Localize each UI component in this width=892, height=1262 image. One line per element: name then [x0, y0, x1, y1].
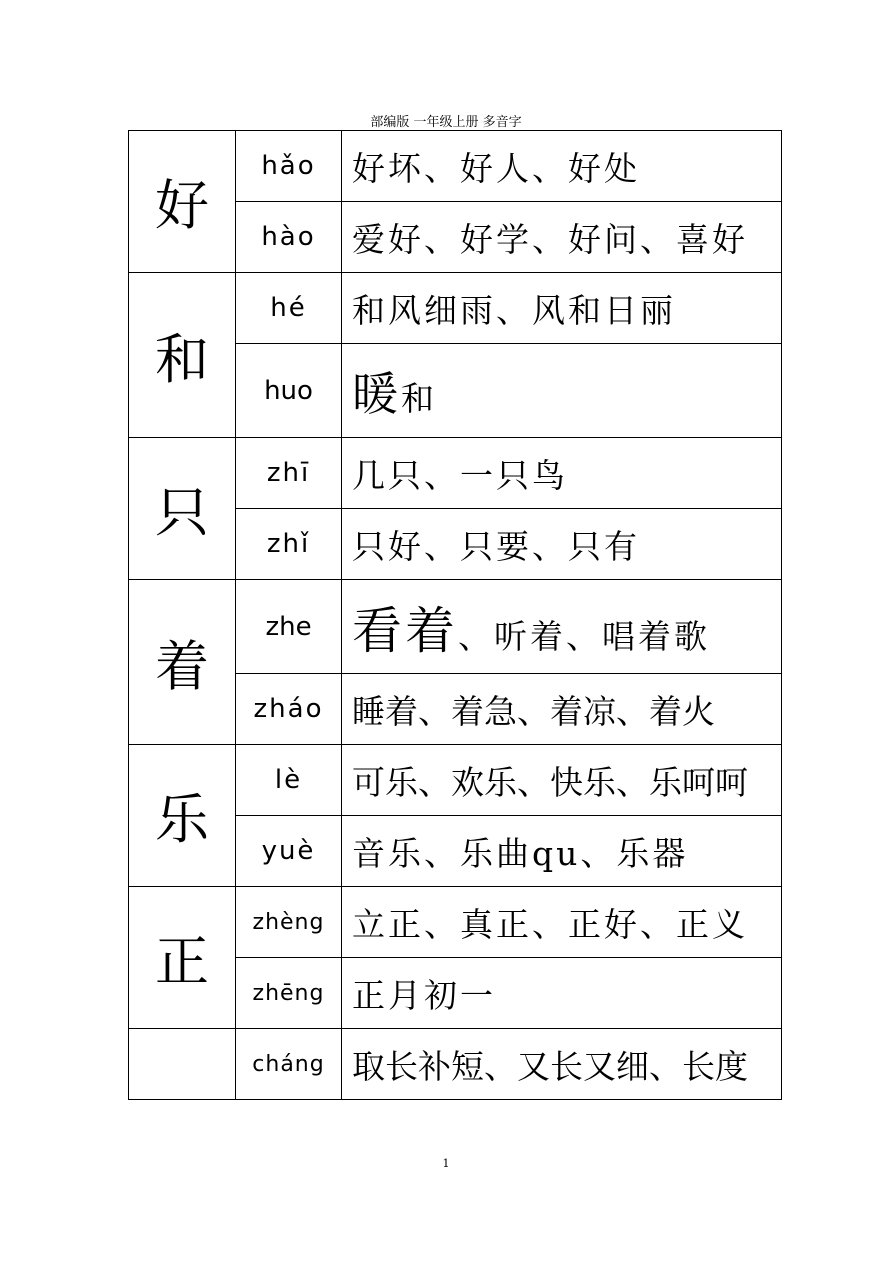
- table-row: [129, 438, 782, 509]
- table-row: [129, 131, 782, 202]
- pinyin-cell: zhe: [236, 580, 342, 674]
- words-text: 、听着、唱着歌: [458, 616, 710, 656]
- pinyin-cell: zhèng: [236, 887, 342, 958]
- character-cell: 只: [129, 438, 236, 580]
- polyphonic-table: [128, 130, 782, 1100]
- pinyin-cell: zhī: [236, 438, 342, 509]
- words-cell: 几只、一只鸟: [342, 438, 782, 509]
- pinyin-cell: zhǐ: [236, 509, 342, 580]
- words-emphasis: 暖: [352, 366, 401, 421]
- words-cell: 好坏、好人、好处: [342, 131, 782, 202]
- character-cell: 乐: [129, 745, 236, 887]
- words-cell: 只好、只要、只有: [342, 509, 782, 580]
- page-header: 部编版 一年级上册 多音字: [370, 115, 522, 130]
- character-cell: 和: [129, 273, 236, 438]
- pinyin-cell: huo: [236, 344, 342, 438]
- character-cell: 好: [129, 131, 236, 273]
- pinyin-cell: lè: [236, 745, 342, 816]
- pinyin-cell: cháng: [236, 1029, 342, 1100]
- pinyin-cell: hào: [236, 202, 342, 273]
- page-number: 1: [442, 1157, 450, 1170]
- character-cell: [129, 1029, 236, 1100]
- character-cell: 着: [129, 580, 236, 745]
- table-row: [129, 745, 782, 816]
- pinyin-cell: zháo: [236, 674, 342, 745]
- words-cell: 立正、真正、正好、正义: [342, 887, 782, 958]
- words-cell: 取长补短、又长又细、长度: [342, 1029, 782, 1100]
- pinyin-cell: yuè: [236, 816, 342, 887]
- words-cell: 和风细雨、风和日丽: [342, 273, 782, 344]
- table-row: [129, 273, 782, 344]
- words-cell: 正月初一: [342, 958, 782, 1029]
- words-cell: [342, 580, 782, 674]
- character-cell: 正: [129, 887, 236, 1029]
- pinyin-cell: hé: [236, 273, 342, 344]
- table-row: [129, 580, 782, 674]
- table-row: [129, 887, 782, 958]
- words-cell: 音乐、乐曲qu、乐器: [342, 816, 782, 887]
- words-emphasis: 看着: [352, 601, 458, 660]
- words-text: 和: [401, 378, 437, 418]
- pinyin-cell: hǎo: [236, 131, 342, 202]
- words-cell: 爱好、好学、好问、喜好: [342, 202, 782, 273]
- words-cell: 睡着、着急、着凉、着火: [342, 674, 782, 745]
- words-cell: 可乐、欢乐、快乐、乐呵呵: [342, 745, 782, 816]
- table-row: [129, 1029, 782, 1100]
- pinyin-cell: zhēng: [236, 958, 342, 1029]
- words-cell: [342, 344, 782, 438]
